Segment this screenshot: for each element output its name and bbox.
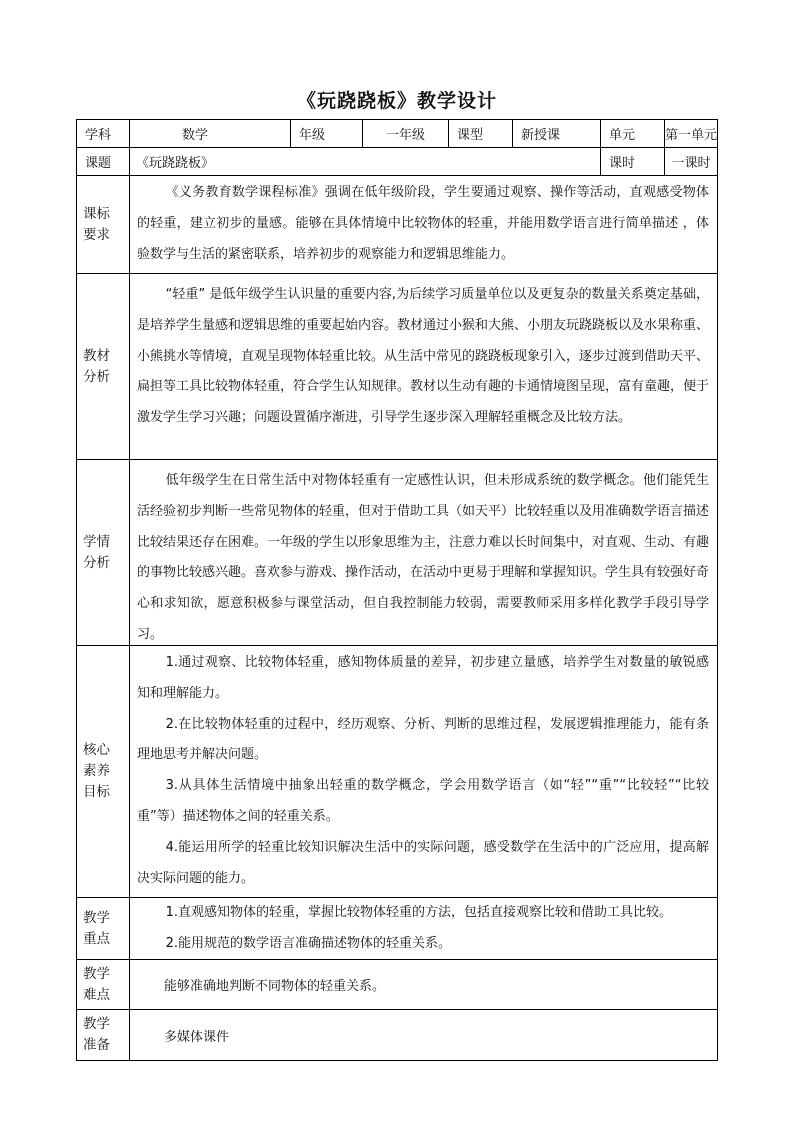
- paragraph: “轻重” 是低年级学生认识量的重要内容,为后续学习质量单位以及更复杂的数量关系奠定基础，是培养学生量感和逻辑思维的重要起始内容。教材通过小猴和大熊、小朋友玩跷跷板以及水果称重、小熊挑水等情境，直观呈现物体轻重比较。从生活中常见的跷跷板现象引入，逐步过渡到借助天平、扁担等工具比较物体轻重，符合学生认知规律。教材以生动有趣的卡通情境图呈现，富有童趣，便于激发学生学习兴趣；问题设置循序渐进，引导学生逐步深入理解轻重概念及比较方法。: [137, 287, 710, 426]
- difficulty-row: [76, 959, 718, 1009]
- label-line: 要求: [83, 226, 110, 243]
- material-content: [129, 273, 718, 459]
- label-line: 学情: [83, 533, 110, 550]
- standard-content: [129, 175, 718, 273]
- grade-label: 年级: [290, 119, 362, 147]
- paragraph: 2.在比较物体轻重的过程中，经历观察、分析、判断的思维过程，发展逻辑推理能力，能有条理地思考并解决问题。: [137, 716, 709, 763]
- prep-label: [76, 1009, 129, 1061]
- label-line: 准备: [83, 1037, 110, 1053]
- paragraph: 4.能运用所学的轻重比较知识解决生活中的实际问题，感受数学在生活中的广泛应用，提高解决实际问题的能力。: [137, 839, 709, 886]
- material-row: [76, 273, 718, 459]
- topic-row: [76, 147, 718, 175]
- paragraph: 2.能用规范的数学语言准确描述物体的轻重关系。: [165, 935, 451, 951]
- grade-value: 一年级: [362, 119, 448, 147]
- label-line: 教学: [83, 1016, 110, 1032]
- students-row: [76, 459, 718, 645]
- label-line: 教学: [83, 965, 110, 982]
- material-label: [76, 273, 129, 459]
- prep-row: [76, 1009, 718, 1061]
- document-title: 《玩跷跷板》教学设计: [296, 90, 497, 112]
- difficulty-content: 能够准确地判断不同物体的轻重关系。: [129, 959, 718, 1009]
- key-label: [76, 897, 129, 959]
- students-content: [129, 459, 718, 645]
- subject-value: 数学: [129, 119, 290, 147]
- header-row: [76, 119, 718, 147]
- label-line: 重点: [83, 930, 110, 947]
- core-label: [76, 645, 129, 897]
- prep-content: 多媒体课件: [129, 1009, 718, 1061]
- label-line: 分析: [83, 554, 110, 571]
- paragraph: 《义务教育数学课程标准》强调在低年级阶段，学生要通过观察、操作等活动，直观感受物体的轻重，建立初步的量感。能够在具体情境中比较物体的轻重，并能用数学语言进行简单描述 ，体验数学与生活的紧密联系，培养初步的观察能力和逻辑思维能力。: [137, 185, 709, 262]
- type-value: 新授课: [512, 119, 600, 147]
- topic-label: 课题: [76, 147, 129, 175]
- hours-value: 一课时: [664, 147, 718, 175]
- unit-label: 单元: [600, 119, 664, 147]
- label-line: 教材: [83, 347, 110, 364]
- label-line: 难点: [83, 986, 110, 1003]
- paragraph: 1.通过观察、比较物体轻重，感知物体质量的差异，初步建立量感，培养学生对数量的敏锐感知和理解能力。: [137, 655, 709, 701]
- label-line: 课标: [83, 205, 110, 222]
- hours-label: 课时: [600, 147, 664, 175]
- difficulty-label: [76, 959, 129, 1009]
- core-content: [129, 645, 718, 897]
- label-line: 教学: [83, 909, 110, 926]
- subject-label: 学科: [76, 119, 129, 147]
- unit-value: 第一单元: [664, 119, 718, 147]
- key-row: [76, 897, 718, 959]
- paragraph: 低年级学生在日常生活中对物体轻重有一定感性认识，但未形成系统的数学概念。他们能凭生活经验初步判断一些常见物体的轻重，但对于借助工具（如天平）比较轻重以及用准确数学语言描述比较结果还存在困难。一年级的学生以形象思维为主，注意力难以长时间集中，对直观、生动、有趣的事物比较感兴趣。喜欢参与游戏、操作活动，在活动中更易于理解和掌握知识。学生具有较强好奇心和求知欲，愿意积极参与课堂活动，但自我控制能力较弱，需要教师采用多样化教学手段引导学习。: [137, 473, 710, 642]
- key-content: [129, 897, 718, 959]
- label-line: 核心: [83, 742, 110, 758]
- label-line: 素养: [83, 763, 110, 779]
- paragraph: 1.直观感知物体的轻重，掌握比较物体轻重的方法，包括直接观察比较和借助工具比较。: [165, 905, 672, 920]
- core-row: [76, 645, 718, 897]
- topic-value: 《玩跷跷板》: [129, 147, 600, 175]
- label-line: 分析: [83, 368, 110, 385]
- standard-label: [76, 175, 129, 273]
- standard-row: [76, 175, 718, 273]
- paragraph: 3.从具体生活情境中抽象出轻重的数学概念，学会用数学语言（如“轻”“重”“比较轻”“比较重”等）描述物体之间的轻重关系。: [137, 778, 709, 824]
- label-line: 目标: [83, 784, 110, 800]
- students-label: [76, 459, 129, 645]
- type-label: 课型: [448, 119, 512, 147]
